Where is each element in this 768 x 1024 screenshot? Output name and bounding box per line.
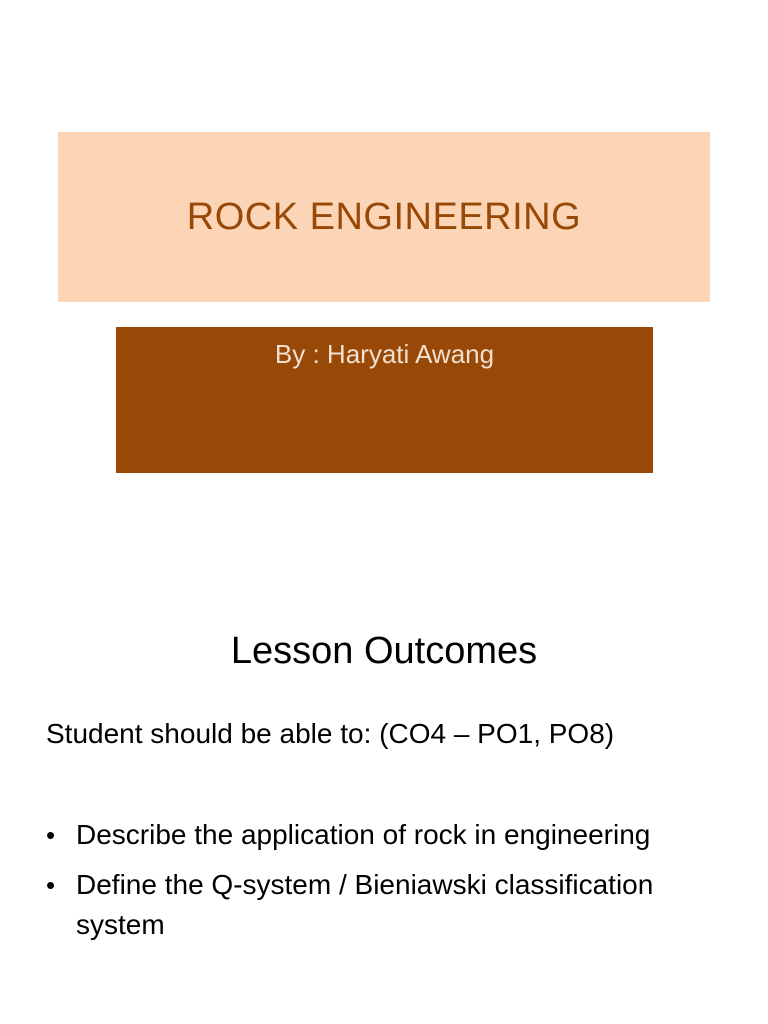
author-name: By : Haryati Awang: [274, 339, 495, 369]
list-item: [46, 815, 736, 855]
outcomes-list: [46, 815, 736, 955]
bullet-icon: •: [46, 820, 56, 850]
slide-title: ROCK ENGINEERING: [186, 195, 582, 238]
title-box: [58, 132, 710, 302]
author-box: [116, 327, 653, 473]
lesson-outcomes-heading: Lesson Outcomes: [230, 630, 538, 672]
bullet-icon: •: [46, 870, 56, 900]
outcomes-intro: Student should be able to: (CO4 – PO1, PO8): [46, 718, 615, 749]
outcome-text: Describe the application of rock in engineering: [76, 819, 651, 850]
list-item: [46, 865, 736, 945]
outcome-text: Define the Q-system / Bieniawski classification system: [76, 869, 654, 940]
